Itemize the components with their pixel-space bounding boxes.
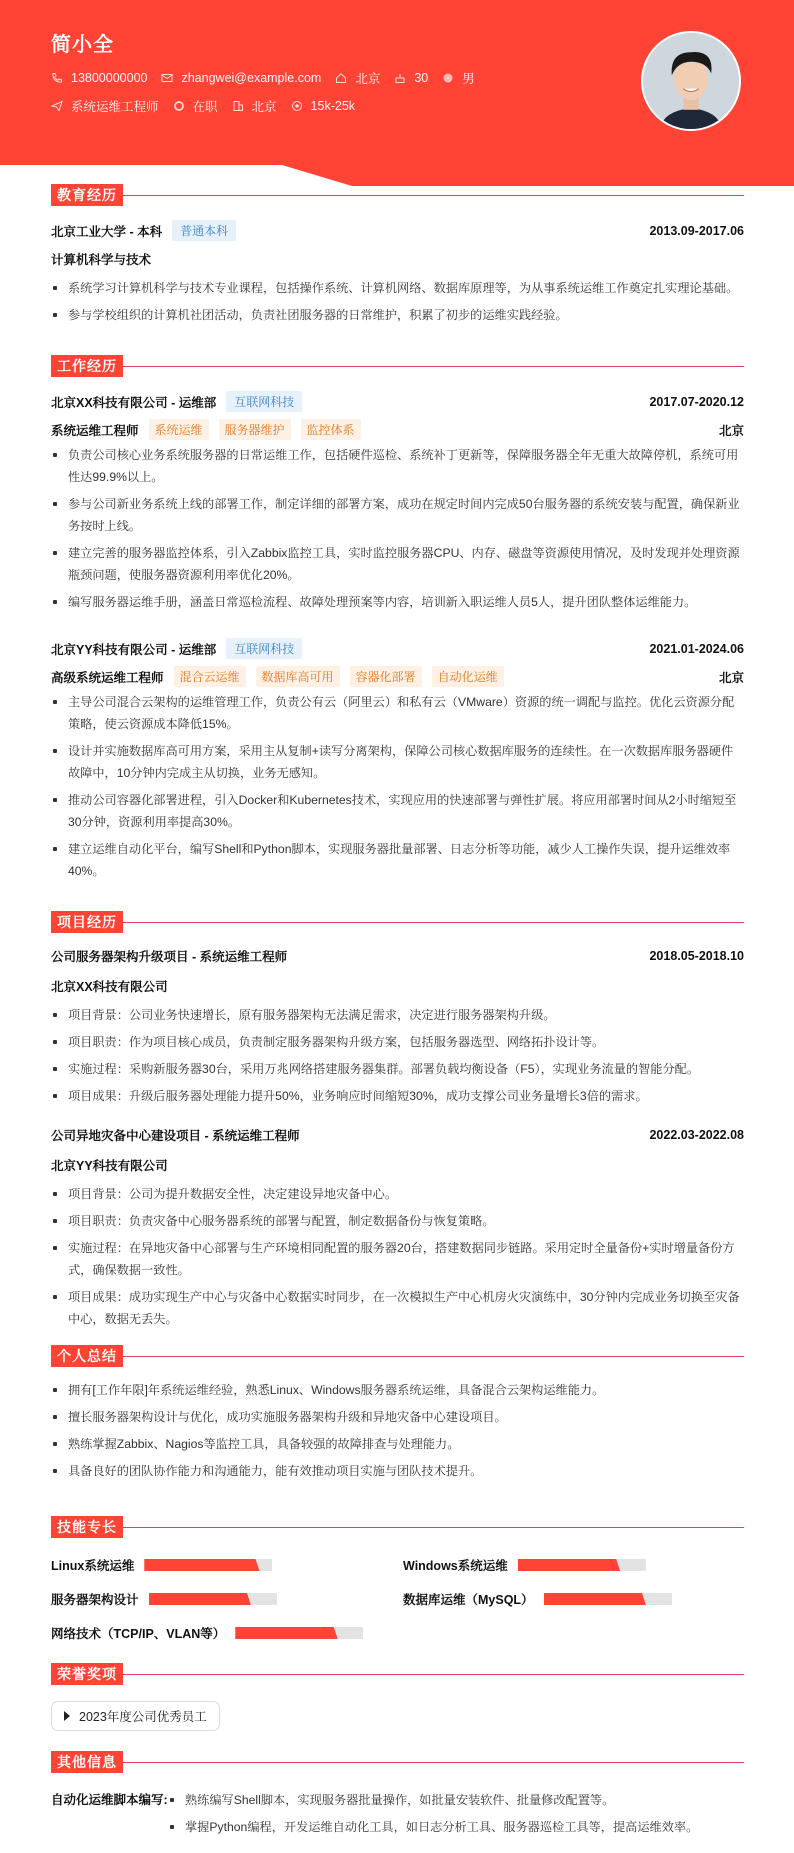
list-item: 主导公司混合云架构的运维管理工作，负责公有云（阿里云）和私有云（VMware）资源的统一调配与监控。优化云资源分配策略，使云资源成本降低15%。 <box>51 691 744 735</box>
list-item: 负责公司核心业务系统服务器的日常运维工作，包括硬件巡检、系统补丁更新等，保障服务器全年无重大故障停机，系统可用性达99.9%以上。 <box>51 444 744 488</box>
list-item: 项目背景：公司业务快速增长，原有服务器架构无法满足需求，决定进行服务器架构升级。 <box>51 1004 744 1026</box>
mail-icon <box>161 72 173 84</box>
job-role: 系统运维工程师 <box>51 423 139 438</box>
project-company: 北京YY科技有限公司 <box>51 1159 168 1173</box>
skill-name: 服务器架构设计 <box>51 1593 139 1607</box>
triangle-right-icon <box>64 1711 70 1721</box>
industry-tag: 互联网科技 <box>226 638 302 659</box>
skill-bar <box>235 1627 363 1639</box>
skill-fill <box>544 1593 646 1605</box>
list-item: 设计并实施数据库高可用方案，采用主从复制+读写分离架构，保障公司核心数据库服务的连续性。在一次数据库服务器硬件故障中，10分钟内完成主从切换，业务无感知。 <box>51 740 744 784</box>
email-text: zhangwei@example.com <box>181 71 322 85</box>
phone-icon <box>51 72 63 84</box>
skill-tag: 自动化运维 <box>432 666 504 687</box>
award-text: 2023年度公司优秀员工 <box>79 1710 207 1724</box>
position-item <box>51 97 159 115</box>
list-item: 项目成果：升级后服务器处理能力提升50%，业务响应时间缩短30%，成功支撑公司业务量增长3倍的需求。 <box>51 1085 744 1107</box>
skill-name: Linux系统运维 <box>51 1559 135 1573</box>
list-item: 熟练掌握Zabbix、Nagios等监控工具，具备较强的故障排查与处理能力。 <box>51 1433 744 1455</box>
education-row <box>51 220 744 241</box>
project-name: 公司异地灾备中心建设项目 - 系统运维工程师 <box>51 1129 300 1143</box>
list-item: 推动公司容器化部署进程，引入Docker和Kubernetes技术，实现应用的快速部署与弹性扩展。将应用部署时间从2小时缩短至30分钟，资源利用率提高30%。 <box>51 789 744 833</box>
job-intent-row <box>51 97 369 115</box>
project-date: 2018.05-2018.10 <box>649 949 744 963</box>
section-divider <box>123 366 744 367</box>
major-row <box>51 250 744 268</box>
job-role: 高级系统运维工程师 <box>51 670 164 685</box>
project-company-row <box>51 977 744 995</box>
other-section <box>51 1751 744 1834</box>
section-divider <box>123 1762 744 1763</box>
gender-item <box>442 69 475 87</box>
project-header <box>51 947 744 965</box>
skill-tag: 服务器维护 <box>219 419 291 440</box>
other-bullets <box>168 1789 744 1843</box>
job-location: 北京 <box>718 423 744 438</box>
job-header <box>51 391 744 412</box>
skills-section <box>51 1516 744 1641</box>
section-divider <box>123 922 744 923</box>
job-bullets <box>51 691 744 887</box>
job-date: 2021.01-2024.06 <box>649 641 744 656</box>
contact-row <box>51 69 489 87</box>
section-title: 荣誉奖项 <box>51 1663 123 1685</box>
list-item: 实施过程：在异地灾备中心部署与生产环境相同配置的服务器20台，搭建数据同步链路。采用定时全量备份+实时增量备份方式，确保数据一致性。 <box>51 1237 744 1281</box>
list-item: 建立运维自动化平台，编写Shell和Python脚本，实现服务器批量部署、日志分析等功能，减少人工操作失误，提升运维效率40%。 <box>51 838 744 882</box>
list-item: 编写服务器运维手册，涵盖日常巡检流程、故障处理预案等内容，培训新入职运维人员5人，提升团队整体运维能力。 <box>51 591 744 613</box>
section-title: 工作经历 <box>51 355 123 377</box>
skill-fill <box>518 1559 620 1571</box>
home-icon <box>335 72 347 84</box>
skill-tag: 混合云运维 <box>174 666 246 687</box>
list-item: 项目职责：作为项目核心成员，负责制定服务器架构升级方案，包括服务器选型、网络拓扑设计等。 <box>51 1031 744 1053</box>
cake-icon <box>394 72 406 84</box>
phone-text: 13800000000 <box>71 71 148 85</box>
list-item: 项目职责：负责灾备中心服务器系统的部署与配置，制定数据备份与恢复策略。 <box>51 1210 744 1232</box>
projects-section <box>51 911 744 1326</box>
section-divider <box>123 195 744 196</box>
project-bullets <box>51 1183 744 1335</box>
skill-bar <box>518 1559 646 1571</box>
project-company: 北京XX科技有限公司 <box>51 980 168 994</box>
company-name: 北京YY科技有限公司 - 运维部 <box>51 642 217 657</box>
building-icon <box>232 100 244 112</box>
section-divider <box>123 1356 744 1357</box>
city-text: 北京 <box>251 100 277 114</box>
skill-item <box>51 1590 277 1608</box>
section-divider <box>123 1527 744 1528</box>
list-item: 项目背景：公司为提升数据安全性，决定建设异地灾备中心。 <box>51 1183 744 1205</box>
job-role-row <box>51 666 744 687</box>
salary-item <box>291 99 355 113</box>
summary-bullets <box>51 1379 744 1487</box>
skill-tag: 系统运维 <box>149 419 209 440</box>
company-name: 北京XX科技有限公司 - 运维部 <box>51 395 217 410</box>
education-section <box>51 184 744 322</box>
skill-bar <box>144 1559 272 1571</box>
list-item: 建立完善的服务器监控体系，引入Zabbix监控工具，实时监控服务器CPU、内存、磁盘等资源使用情况，及时发现并处理资源瓶颈问题，使服务器资源利用率优化20%。 <box>51 542 744 586</box>
section-header <box>51 1663 744 1685</box>
skill-item <box>403 1556 646 1574</box>
education-date: 2013.09-2017.06 <box>649 223 744 238</box>
skill-name: 网络技术（TCP/IP、VLAN等） <box>51 1627 226 1641</box>
age-item <box>394 71 428 85</box>
job-date: 2017.07-2020.12 <box>649 394 744 409</box>
skill-item <box>403 1590 672 1608</box>
list-item: 熟练编写Shell脚本，实现服务器批量操作，如批量安装软件、批量修改配置等。 <box>168 1789 744 1811</box>
project-company-row <box>51 1156 744 1174</box>
avatar <box>641 31 741 131</box>
job-location: 北京 <box>718 670 744 685</box>
list-item: 掌握Python编程，开发运维自动化工具，如日志分析工具、服务器巡检工具等，提高运维效率。 <box>168 1816 744 1838</box>
school-name: 北京工业大学 - 本科 <box>51 224 163 239</box>
list-item: 具备良好的团队协作能力和沟通能力，能有效推动项目实施与团队技术提升。 <box>51 1460 744 1482</box>
list-item: 参与学校组织的计算机社团活动，负责社团服务器的日常维护，积累了初步的运维实践经验。 <box>51 304 744 326</box>
skill-name: Windows系统运维 <box>403 1559 508 1573</box>
project-header <box>51 1126 744 1144</box>
other-label: 自动化运维脚本编写: <box>51 1793 168 1807</box>
job-bullets <box>51 444 744 618</box>
gender-icon <box>442 72 454 84</box>
skill-fill <box>235 1627 337 1639</box>
skill-fill <box>149 1593 251 1605</box>
send-icon <box>51 100 63 112</box>
gender-text: 男 <box>462 72 475 86</box>
skill-item <box>51 1624 363 1642</box>
awards-section <box>51 1663 744 1724</box>
skill-name: 数据库运维（MySQL） <box>403 1593 534 1607</box>
age-text: 30 <box>414 71 429 85</box>
skill-bar <box>544 1593 672 1605</box>
section-header <box>51 911 744 933</box>
list-item: 拥有[工作年限]年系统运维经验，熟悉Linux、Windows服务器系统运维，具备混合云架构运维能力。 <box>51 1379 744 1401</box>
major: 计算机科学与技术 <box>51 253 152 267</box>
phone-item <box>51 71 147 85</box>
location-text: 北京 <box>355 72 381 86</box>
degree-tag: 普通本科 <box>172 220 236 241</box>
job-role-row <box>51 419 744 440</box>
section-header <box>51 1751 744 1773</box>
award-item[interactable] <box>51 1701 220 1731</box>
status-text: 在职 <box>192 100 218 114</box>
section-title: 教育经历 <box>51 184 123 206</box>
list-item: 擅长服务器架构设计与优化，成功实施服务器架构升级和异地灾备中心建设项目。 <box>51 1406 744 1428</box>
section-header <box>51 355 744 377</box>
list-item: 参与公司新业务系统上线的部署工作，制定详细的部署方案，成功在规定时间内完成50台服务器的系统安装与配置，确保新业务按时上线。 <box>51 493 744 537</box>
status-icon <box>173 100 185 112</box>
city-item <box>232 97 277 115</box>
list-item: 系统学习计算机科学与技术专业课程，包括操作系统、计算机网络、数据库原理等，为从事系统运维工作奠定扎实理论基础。 <box>51 277 744 299</box>
skill-bar <box>149 1593 277 1605</box>
location-item <box>335 69 380 87</box>
section-header <box>51 1516 744 1538</box>
position-text: 系统运维工程师 <box>71 100 159 114</box>
email-item <box>161 71 321 85</box>
project-date: 2022.03-2022.08 <box>649 1128 744 1142</box>
candidate-name: 简小全 <box>51 34 114 56</box>
status-item <box>173 97 218 115</box>
section-title: 其他信息 <box>51 1751 123 1773</box>
summary-section <box>51 1345 744 1478</box>
skill-tag: 数据库高可用 <box>256 666 340 687</box>
job-header <box>51 638 744 659</box>
skill-fill <box>144 1559 259 1571</box>
skill-tag: 容器化部署 <box>350 666 422 687</box>
header-slant-decoration <box>0 165 794 186</box>
salary-text: 15k-25k <box>310 99 356 113</box>
education-bullets <box>51 277 744 331</box>
section-title: 技能专长 <box>51 1516 123 1538</box>
section-header <box>51 1345 744 1367</box>
skill-item <box>51 1556 272 1574</box>
project-bullets <box>51 1004 744 1112</box>
resume-header <box>0 0 794 186</box>
skill-tag: 监控体系 <box>301 419 361 440</box>
list-item: 实施过程：采购新服务器30台，采用万兆网络搭建服务器集群。部署负载均衡设备（F5），实现业务流量的智能分配。 <box>51 1058 744 1080</box>
salary-icon <box>291 100 303 112</box>
list-item: 项目成果：成功实现生产中心与灾备中心数据实时同步，在一次模拟生产中心机房火灾演练中，30分钟内完成业务切换至灾备中心，数据无丢失。 <box>51 1286 744 1330</box>
work-section <box>51 355 744 878</box>
section-title: 个人总结 <box>51 1345 123 1367</box>
industry-tag: 互联网科技 <box>226 391 302 412</box>
section-title: 项目经历 <box>51 911 123 933</box>
project-name: 公司服务器架构升级项目 - 系统运维工程师 <box>51 950 288 964</box>
section-header <box>51 184 744 206</box>
section-divider <box>123 1674 744 1675</box>
